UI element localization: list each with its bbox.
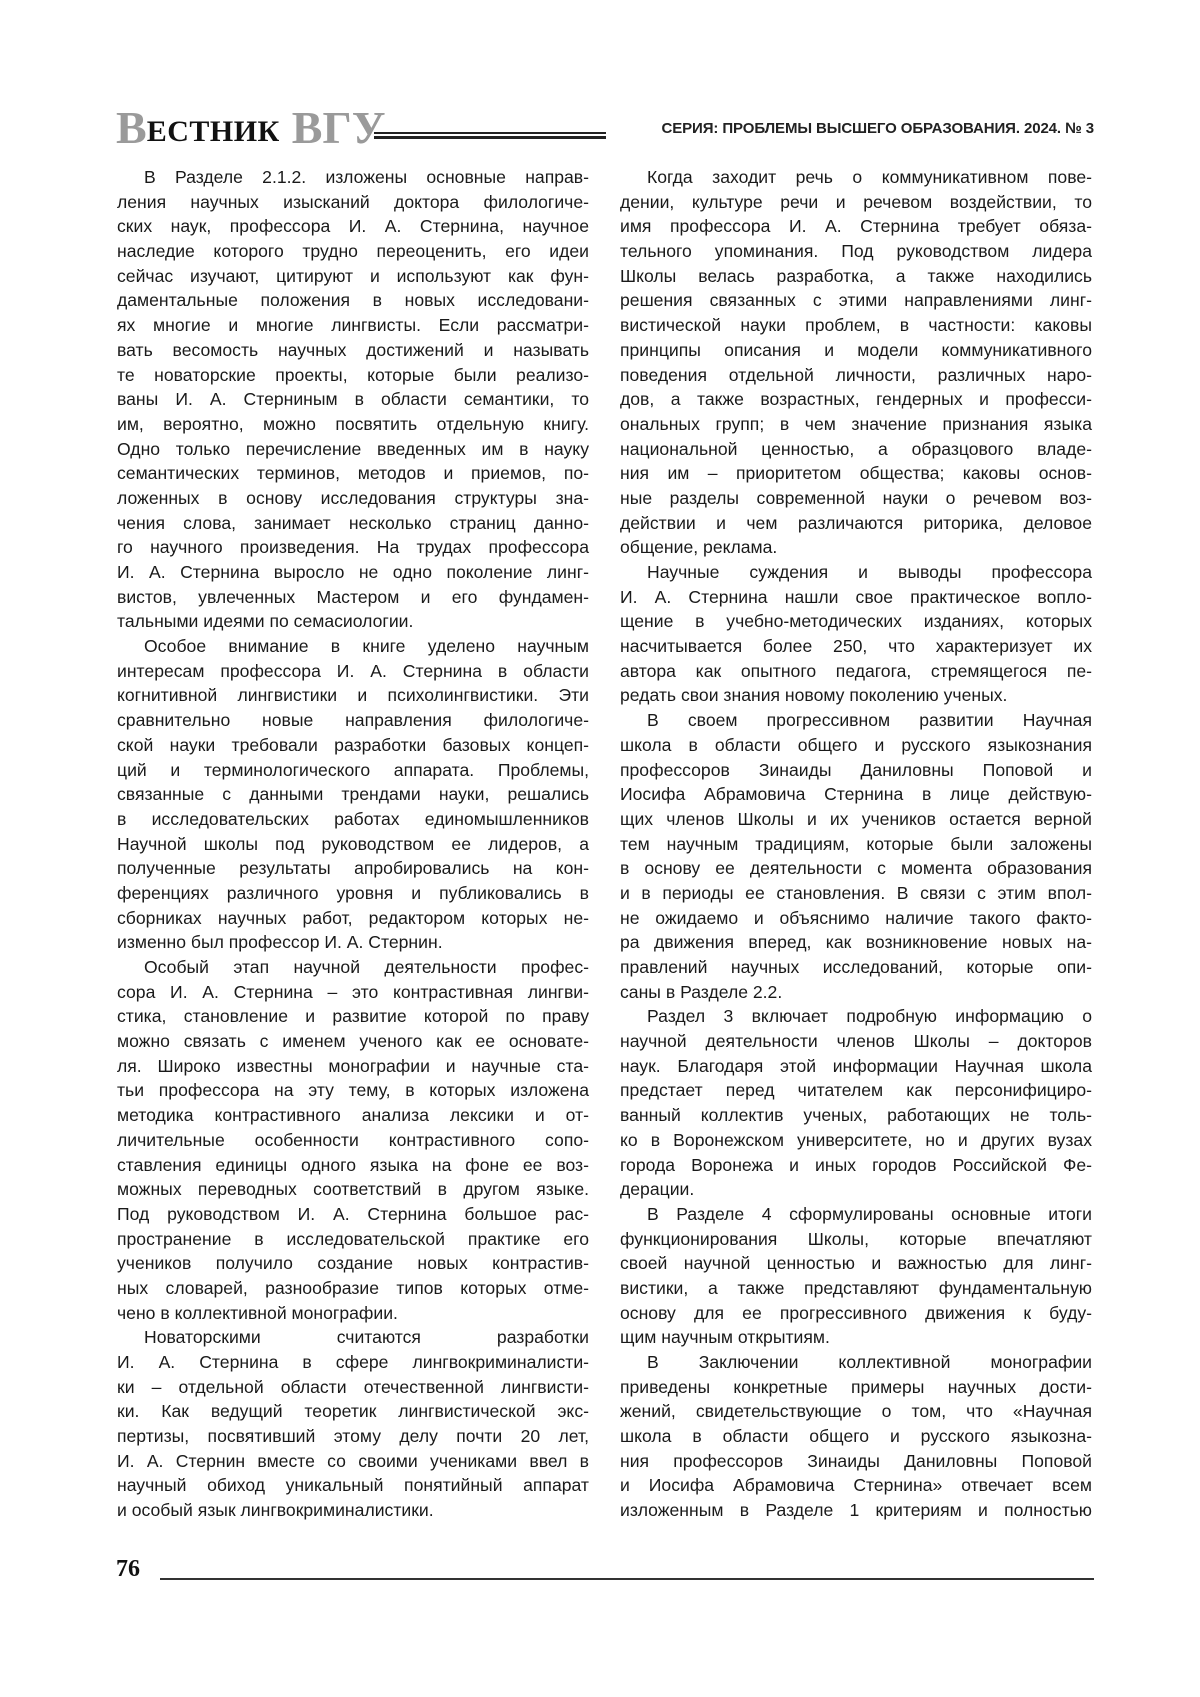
text-line: и Иосифа Абрамовича Стернина» отвечает всем — [620, 1473, 1092, 1498]
text-line: им, вероятно, можно посвятить отдельную книгу. — [117, 412, 589, 437]
text-line: ций и терминологического аппарата. Проблемы, — [117, 758, 589, 783]
text-line: полученные результаты апробировались на кон- — [117, 856, 589, 881]
text-line: научный обиход уникальный понятийный аппарат — [117, 1473, 589, 1498]
text-line: в исследовательских работах единомышленников — [117, 807, 589, 832]
text-line: редать свои знания новому поколению ученых. — [620, 683, 1092, 708]
text-line: в основу ее деятельности с момента образования — [620, 856, 1092, 881]
text-line: ваны И. А. Стерниным в области семантики, то — [117, 387, 589, 412]
text-line: ния им – приоритетом общества; каковы основ- — [620, 461, 1092, 486]
text-line: национальной ценностью, а образцового владе- — [620, 437, 1092, 462]
text-line: Раздел 3 включает подробную информацию о — [620, 1004, 1092, 1029]
text-line: В своем прогрессивном развитии Научная — [620, 708, 1092, 733]
text-line: Особый этап научной деятельности профес- — [117, 955, 589, 980]
text-line: ра движения вперед, как возникновение новых на- — [620, 930, 1092, 955]
text-line: ные разделы современной науки о речевом воз- — [620, 486, 1092, 511]
paragraph — [620, 165, 1092, 560]
page-number: 76 — [116, 1556, 140, 1583]
text-line: научной деятельности членов Школы – докторов — [620, 1029, 1092, 1054]
text-line: чения слова, занимает несколько страниц данно- — [117, 511, 589, 536]
text-line: школа в области общего и русского языкознания — [620, 733, 1092, 758]
text-line: не ожидаемо и объяснимо наличие такого факто- — [620, 906, 1092, 931]
paragraph — [117, 634, 589, 955]
series-title: СЕРИЯ: ПРОБЛЕМЫ ВЫСШЕГО ОБРАЗОВАНИЯ. 2024. № 3 — [628, 120, 1094, 137]
text-line: ложенных в основу исследования структуры зна- — [117, 486, 589, 511]
text-line: Особое внимание в книге уделено научным — [117, 634, 589, 659]
text-line: тем научным традициям, которые были заложены — [620, 832, 1092, 857]
text-line: дерации. — [620, 1177, 1092, 1202]
text-line: дении, культуре речи и речевом воздействии, то — [620, 190, 1092, 215]
text-line: общение, реклама. — [620, 535, 1092, 560]
logo-letter-v: В — [116, 108, 147, 148]
text-line: В Заключении коллективной монографии — [620, 1350, 1092, 1375]
paragraph — [117, 1325, 589, 1523]
paragraph — [117, 955, 589, 1325]
text-line: автора как опытного педагога, стремящегося пе- — [620, 659, 1092, 684]
text-line: пространение в исследовательской практике его — [117, 1227, 589, 1252]
text-line: щение в учебно-методических изданиях, которых — [620, 609, 1092, 634]
text-line: ональных групп; в чем значение признания языка — [620, 412, 1092, 437]
text-line: принципы описания и модели коммуникативного — [620, 338, 1092, 363]
header-double-rule — [374, 132, 606, 139]
text-line: тальными идеями по семасиологии. — [117, 609, 589, 634]
text-line: школа в области общего и русского языкозна- — [620, 1424, 1092, 1449]
text-line: Одно только перечисление введенных им в науку — [117, 437, 589, 462]
text-line: Научной школы под руководством ее лидеров, а — [117, 832, 589, 857]
text-line: стика, становление и развитие которой по праву — [117, 1004, 589, 1029]
text-line: Научные суждения и выводы профессора — [620, 560, 1092, 585]
text-line: пертизы, посвятивший этому делу почти 20 лет, — [117, 1424, 589, 1449]
text-line: основу для ее прогрессивного движения к буду- — [620, 1301, 1092, 1326]
paragraph — [620, 1350, 1092, 1523]
text-line: ки. Как ведущий теоретик лингвистической экс- — [117, 1399, 589, 1424]
text-line: сора И. А. Стернина – это контрастивная лингви- — [117, 980, 589, 1005]
journal-logo — [116, 104, 386, 148]
paragraph — [620, 708, 1092, 1004]
text-line: можных переводных соответствий в другом языке. — [117, 1177, 589, 1202]
text-line: го научного произведения. На трудах профессора — [117, 535, 589, 560]
text-line: предстает перед читателем как персонифициро- — [620, 1078, 1092, 1103]
text-line: жений, свидетельствующие о том, что «Научная — [620, 1399, 1092, 1424]
text-line: можно связать с именем ученого как ее основате- — [117, 1029, 589, 1054]
logo-word-estnik: ЕСТНИК — [147, 116, 280, 148]
text-line: дов, а также возрастных, гендерных и професси- — [620, 387, 1092, 412]
text-column-left — [117, 165, 589, 1523]
text-line: ля. Широко известны монографии и научные ста- — [117, 1054, 589, 1079]
text-line: тельного упоминания. Под руководством лидера — [620, 239, 1092, 264]
text-line: вистов, увлеченных Мастером и его фундамен- — [117, 585, 589, 610]
text-line: ки – отдельной области отечественной лингвисти- — [117, 1375, 589, 1400]
text-line: действии и чем различаются риторика, деловое — [620, 511, 1092, 536]
text-line: В Разделе 4 сформулированы основные итоги — [620, 1202, 1092, 1227]
paragraph — [620, 1004, 1092, 1202]
text-line: наследие которого трудно переоценить, его идеи — [117, 239, 589, 264]
text-line: И. А. Стернина выросло не одно поколение линг- — [117, 560, 589, 585]
text-line: щим научным открытиям. — [620, 1325, 1092, 1350]
text-line: личительные особенности контрастивного сопо- — [117, 1128, 589, 1153]
text-line: методика контрастивного анализа лексики и от- — [117, 1103, 589, 1128]
text-line: ния профессоров Зинаиды Даниловны Поповой — [620, 1449, 1092, 1474]
paragraph — [620, 1202, 1092, 1350]
text-line: решения связанных с этими направлениями линг- — [620, 288, 1092, 313]
text-line: И. А. Стернина нашли свое практическое вопло- — [620, 585, 1092, 610]
text-line: ских наук, профессора И. А. Стернина, научное — [117, 214, 589, 239]
text-line: чено в коллективной монографии. — [117, 1301, 589, 1326]
text-line: щих членов Школы и их учеников остается верной — [620, 807, 1092, 832]
text-line: И. А. Стернин вместе со своими учениками ввел в — [117, 1449, 589, 1474]
text-line: ко в Воронежском университете, но и других вузах — [620, 1128, 1092, 1153]
text-line: ставления единицы одного языка на фоне ее воз- — [117, 1153, 589, 1178]
text-line: профессоров Зинаиды Даниловны Поповой и — [620, 758, 1092, 783]
text-line: и особый язык лингвокриминалистики. — [117, 1498, 589, 1523]
text-line: вистической науки проблем, в частности: каковы — [620, 313, 1092, 338]
text-line: Иосифа Абрамовича Стернина в лице действую- — [620, 782, 1092, 807]
text-line: те новаторские проекты, которые были реализо- — [117, 363, 589, 388]
text-line: города Воронежа и иных городов Российской Фе- — [620, 1153, 1092, 1178]
text-line: наук. Благодаря этой информации Научная школа — [620, 1054, 1092, 1079]
text-line: семантических терминов, методов и приемов, по- — [117, 461, 589, 486]
text-line: поведения отдельной личности, различных наро- — [620, 363, 1092, 388]
text-line: саны в Разделе 2.2. — [620, 980, 1092, 1005]
text-line: правлений научных исследований, которые опи- — [620, 955, 1092, 980]
footer-rule — [160, 1578, 1094, 1580]
text-line: Новаторскими считаются разработки — [117, 1325, 589, 1350]
text-line: сравнительно новые направления филологиче- — [117, 708, 589, 733]
text-line: И. А. Стернина в сфере лингвокриминалисти- — [117, 1350, 589, 1375]
text-line: имя профессора И. А. Стернина требует обяза- — [620, 214, 1092, 239]
text-line: сборниках научных работ, редактором которых не- — [117, 906, 589, 931]
text-line: функционирования Школы, которые впечатляют — [620, 1227, 1092, 1252]
text-line: и в периоды ее становления. В связи с этим впол- — [620, 881, 1092, 906]
text-line: В Разделе 2.1.2. изложены основные направ- — [117, 165, 589, 190]
text-line: ференциях различного уровня и публиковались в — [117, 881, 589, 906]
text-line: Школы велась разработка, а также находились — [620, 264, 1092, 289]
paragraph — [620, 560, 1092, 708]
text-line: связанные с данными трендами науки, решались — [117, 782, 589, 807]
text-column-right — [620, 165, 1092, 1523]
text-line: даментальные положения в новых исследовани- — [117, 288, 589, 313]
text-line: Под руководством И. А. Стернина большое рас- — [117, 1202, 589, 1227]
logo-word-vgu: ВГУ — [292, 108, 386, 148]
text-line: вистики, а также представляют фундаментальную — [620, 1276, 1092, 1301]
text-line: Когда заходит речь о коммуникативном пове- — [620, 165, 1092, 190]
text-line: ях многие и многие лингвисты. Если рассматри- — [117, 313, 589, 338]
text-line: вать весомость научных достижений и называть — [117, 338, 589, 363]
text-line: интересам профессора И. А. Стернина в области — [117, 659, 589, 684]
text-line: своей научной ценностью и важностью для линг- — [620, 1251, 1092, 1276]
text-line: изложенным в Разделе 1 критериям и полностью — [620, 1498, 1092, 1523]
text-line: изменно был профессор И. А. Стернин. — [117, 930, 589, 955]
text-line: ской науки требовали разработки базовых концеп- — [117, 733, 589, 758]
text-line: ных словарей, разнообразие типов которых отме- — [117, 1276, 589, 1301]
text-line: ванный коллектив ученых, работающих не толь- — [620, 1103, 1092, 1128]
text-line: когнитивной лингвистики и психолингвистики. Эти — [117, 683, 589, 708]
text-line: тьи профессора на эту тему, в которых изложена — [117, 1078, 589, 1103]
text-line: сейчас изучают, цитируют и используют как фун- — [117, 264, 589, 289]
paragraph — [117, 165, 589, 634]
text-line: приведены конкретные примеры научных дости- — [620, 1375, 1092, 1400]
text-line: ления научных изысканий доктора филологиче- — [117, 190, 589, 215]
text-line: насчитывается более 250, что характеризует их — [620, 634, 1092, 659]
text-line: учеников получило создание новых контрастив- — [117, 1251, 589, 1276]
